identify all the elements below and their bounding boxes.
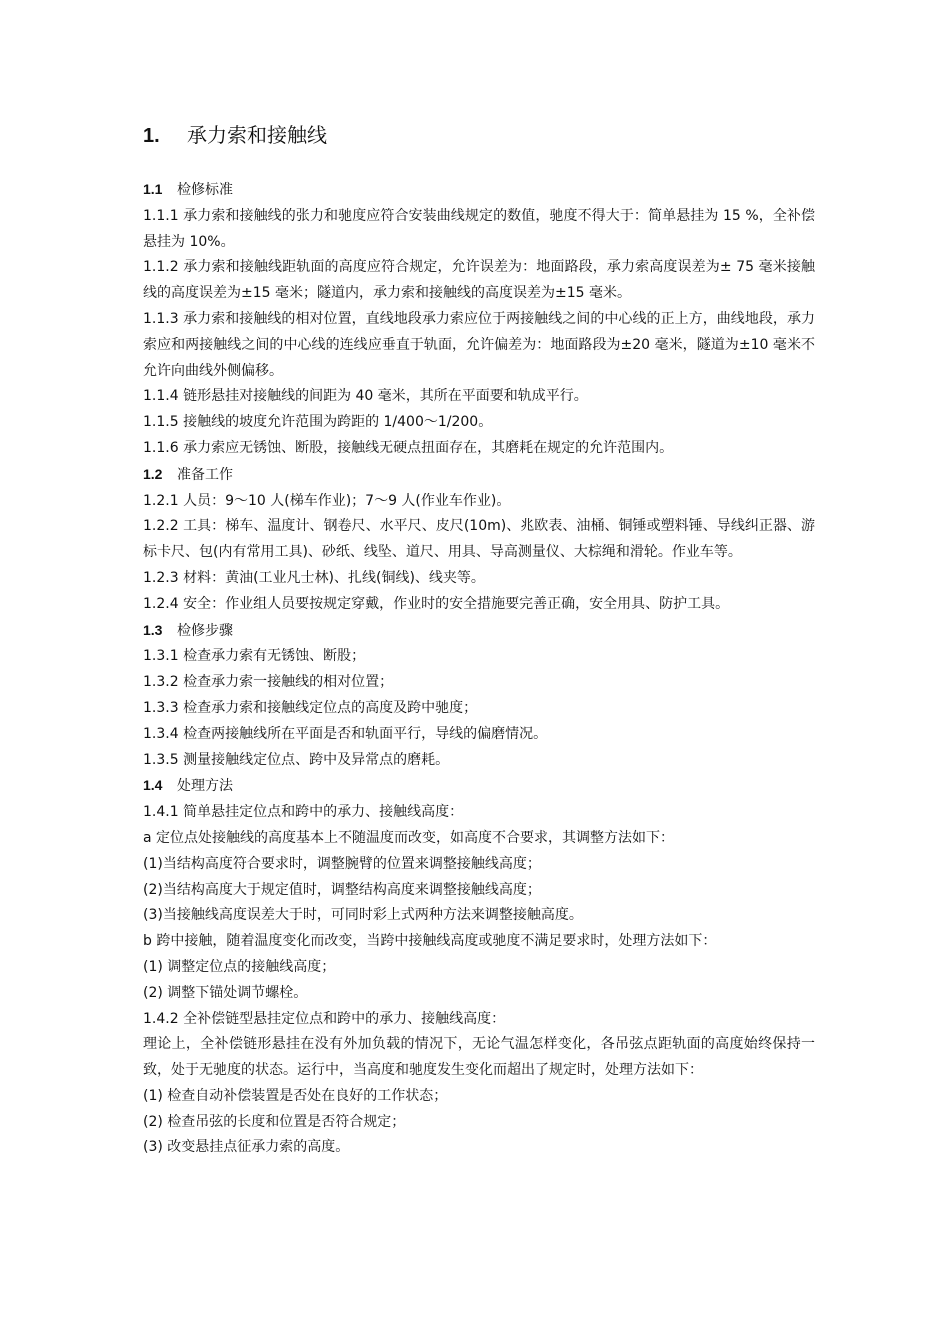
list-item-a-2: (2)当结构高度大于规定值时，调整结构高度来调整接触线高度；	[143, 881, 541, 898]
paragraph-1-3-3: 1.3.3 检查承力索和接触线定位点的高度及跨中驰度；	[143, 699, 478, 716]
paragraph-1-1-1: 1.1.1 承力索和接触线的张力和驰度应符合安装曲线规定的数值，驰度不得大于：简单悬挂为 15 %，全补偿悬挂为 10%。	[143, 207, 815, 250]
list-item-a-1: (1)当结构高度符合要求时，调整腕臂的位置来调整接触线高度；	[143, 855, 541, 872]
paragraph-1-4-1: 1.4.1 简单悬挂定位点和跨中的承力、接触线高度：	[143, 804, 464, 821]
section-heading-1-2: 1.2 准备工作	[143, 465, 233, 483]
document-title	[143, 118, 815, 153]
list-item-c-3: (3) 改变悬挂点征承力索的高度。	[143, 1139, 350, 1156]
paragraph-1-1-2: 1.1.2 承力索和接触线距轨面的高度应符合规定，允许误差为：地面路段，承力索高度误差为± 75 毫米接触线的高度误差为±15 毫米；隧道内，承力索和接触线的高度误差为±15 毫米。	[143, 259, 815, 302]
paragraph-1-1-4: 1.1.4 链形悬挂对接触线的间距为 40 毫米，其所在平面要和轨成平行。	[143, 388, 588, 405]
paragraph-1-1-6: 1.1.6 承力索应无锈蚀、断股，接触线无硬点扭面存在，其磨耗在规定的允许范围内。	[143, 439, 674, 456]
list-item-a-3: (3)当接触线高度误差大于时，可同时彩上式两种方法来调整接触高度。	[143, 907, 583, 924]
list-item-c-1: (1) 检查自动补偿装置是否处在良好的工作状态；	[143, 1087, 448, 1104]
list-item-b-1: (1) 调整定位点的接触线高度；	[143, 958, 336, 975]
paragraph-1-2-1: 1.2.1 人员：9～10 人(梯车作业)；7～9 人(作业车作业)。	[143, 492, 511, 509]
list-item-c-2: (2) 检查吊弦的长度和位置是否符合规定；	[143, 1113, 406, 1130]
paragraph-1-3-5: 1.3.5 测量接触线定位点、跨中及异常点的磨耗。	[143, 751, 450, 768]
section-heading-1-4: 1.4 处理方法	[143, 777, 233, 795]
paragraph-1-2-3: 1.2.3 材料：黄油(工业凡士林)、扎线(铜线)、线夹等。	[143, 569, 485, 586]
paragraph-1-4-2: 1.4.2 全补偿链型悬挂定位点和跨中的承力、接触线高度：	[143, 1010, 506, 1027]
paragraph-1-3-2: 1.3.2 检查承力索一接触线的相对位置；	[143, 674, 394, 691]
paragraph-a: a 定位点处接触线的高度基本上不随温度而改变，如高度不合要求，其调整方法如下：	[143, 829, 675, 846]
paragraph-1-1-5: 1.1.5 接触线的坡度允许范围为跨距的 1/400～1/200。	[143, 414, 493, 431]
paragraph-1-2-4: 1.2.4 安全：作业组人员要按规定穿戴，作业时的安全措施要完善正确，安全用具、防护工具。	[143, 595, 730, 612]
title-number: 1.	[143, 125, 160, 147]
paragraph-1-1-3: 1.1.3 承力索和接触线的相对位置，直线地段承力索应位于两接触线之间的中心线的正上方，曲线地段，承力索应和两接触线之间的中心线的连线应垂直于轨面，允许偏差为：地面路段为±20 毫米，隧道为±10 毫米不允许向曲线外侧偏移。	[143, 310, 815, 379]
paragraph-b: b 跨中接触，随着温度变化而改变，当跨中接触线高度或驰度不满足要求时，处理方法如下：	[143, 933, 717, 950]
paragraph-1-3-1: 1.3.1 检查承力索有无锈蚀、断股；	[143, 648, 366, 665]
paragraph-1-3-4: 1.3.4 检查两接触线所在平面是否和轨面平行，导线的偏磨情况。	[143, 725, 548, 742]
section-heading-1-1: 1.1 检修标准	[143, 181, 233, 198]
list-item-b-2: (2) 调整下锚处调节螺栓。	[143, 984, 308, 1001]
paragraph-1-2-2: 1.2.2 工具：梯车、温度计、钢卷尺、水平尺、皮尺(10m)、兆欧表、油桶、铜锤或塑料锤、导线纠正器、游标卡尺、包(内有常用工具)、砂纸、线坠、道尺、用具、导高测量仪、大棕绳和滑轮。作业车等。	[143, 518, 815, 561]
section-heading-1-3: 1.3 检修步骤	[143, 621, 233, 639]
title-text: 承力索和接触线	[187, 123, 327, 147]
paragraph-1-4-2-text: 理论上，全补偿链形悬挂在没有外加负载的情况下，无论气温怎样变化，各吊弦点距轨面的高度始终保持一致，处于无驰度的状态。运行中，当高度和驰度发生变化而超出了规定时，处理方法如下：	[143, 1036, 815, 1079]
document-page	[143, 118, 815, 1161]
